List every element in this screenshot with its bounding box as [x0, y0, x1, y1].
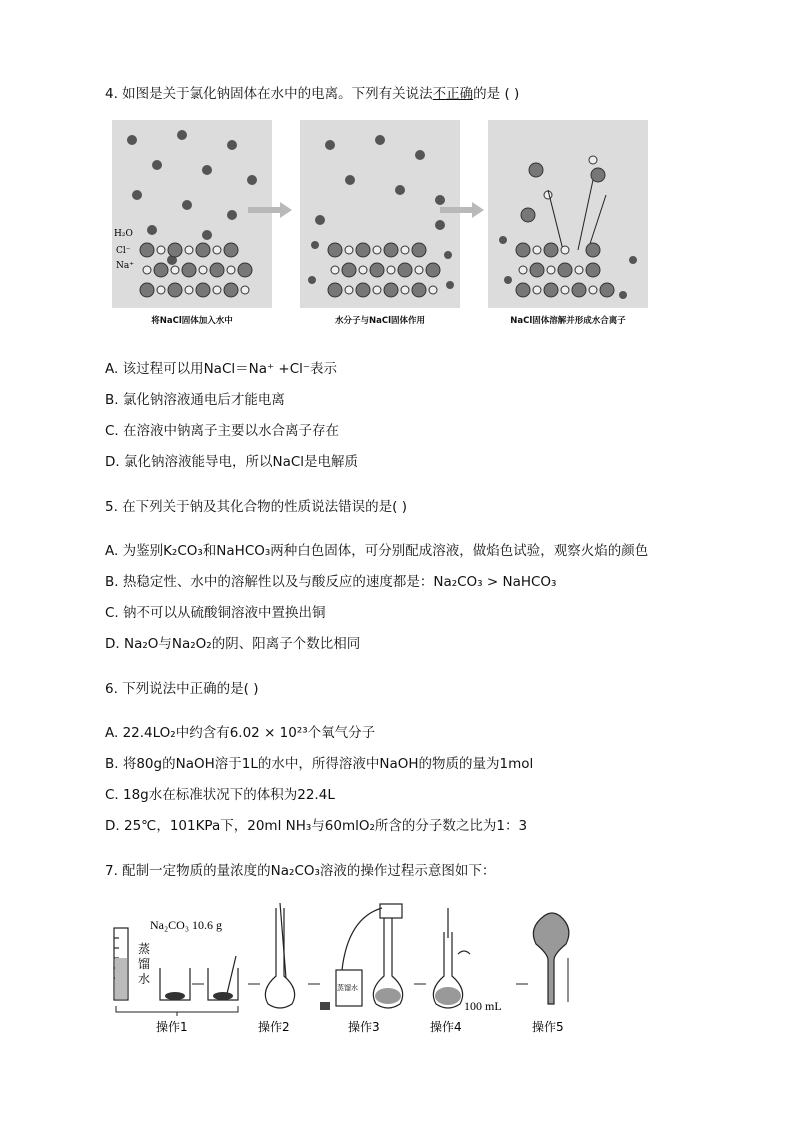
reagent-label: Na₂CO₃ 10.6 g	[150, 918, 223, 932]
q4-stem-prefix: 4. 如图是关于氯化钠固体在水中的电离。下列有关说法	[105, 86, 433, 102]
q4-option-b: B. 氯化钠溶液通电后才能电离	[105, 392, 285, 408]
question-5-stem: 5. 在下列关于钠及其化合物的性质说法错误的是( )	[105, 499, 407, 515]
q4-stem-suffix: 的是 ( )	[473, 86, 520, 102]
inverted-flask-5-icon	[533, 913, 569, 1004]
arrow-2-icon	[440, 202, 484, 218]
nacl-lattice	[140, 243, 252, 297]
q6-option-a: A. 22.4LO₂中约含有6.02 × 10²³个氧气分子	[105, 725, 376, 741]
solution-prep-figure	[108, 898, 578, 1038]
label-cl: Cl⁻	[116, 246, 131, 256]
bracket-step-1	[116, 1006, 238, 1016]
bottle-label: 蒸馏水	[337, 984, 358, 992]
arrow-1-icon	[248, 202, 292, 218]
panel-2-caption: 水分子与NaCl固体作用	[334, 316, 425, 326]
q5-option-c: C. 钠不可以从硫酸铜溶液中置换出铜	[105, 605, 326, 621]
q4-stem-underline: 不正确	[432, 86, 474, 102]
water-label-2: 馏	[138, 957, 151, 971]
panel-2-drawing	[300, 120, 460, 308]
q6-option-d: D. 25℃，101KPa下，20ml NH₃与60mlO₂所含的分子数之比为1：3	[105, 818, 528, 834]
q6-option-b: B. 将80g的NaOH溶于1L的水中，所得溶液中NaOH的物质的量为1mol	[105, 756, 534, 772]
flask-4-liquid	[435, 987, 461, 1005]
q4-option-d: D. 氯化钠溶液能导电，所以NaCl是电解质	[105, 454, 359, 470]
label-na: Na⁺	[116, 261, 134, 271]
flask-3-liquid	[375, 988, 401, 1004]
beaker-2-solid	[213, 992, 233, 1000]
q4-option-a: A. 该过程可以用NaCl＝Na⁺ +Cl⁻表示	[105, 361, 338, 377]
step-5-label: 操作5	[532, 1020, 564, 1034]
panel-3-caption: NaCl固体溶解并形成水合离子	[510, 316, 626, 326]
cylinder-liquid	[115, 958, 127, 999]
beaker-1-solid	[165, 992, 185, 1000]
flask-volume-label: 100 mL	[464, 999, 502, 1013]
question-6-stem: 6. 下列说法中正确的是( )	[105, 681, 259, 697]
q5-option-a: A. 为鉴别K₂CO₃和NaHCO₃两种白色固体，可分别配成溶液，做焰色试验，观察火焰的颜色	[105, 543, 649, 559]
step-1-label: 操作1	[156, 1020, 188, 1034]
q4-option-c: C. 在溶液中钠离子主要以水合离子存在	[105, 423, 340, 439]
q6-option-c: C. 18g水在标准状况下的体积为22.4L	[105, 787, 335, 803]
panel-3-drawing	[488, 120, 648, 308]
label-h2o: H₂O	[114, 229, 133, 239]
water-label-1: 蒸	[138, 942, 151, 956]
step-3-label: 操作3	[348, 1020, 380, 1034]
step-4-label: 操作4	[430, 1020, 462, 1034]
water-label-3: 水	[138, 972, 151, 986]
q5-option-d: D. Na₂O与Na₂O₂的阴、阳离子个数比相同	[105, 636, 361, 652]
panel-1-caption: 将NaCl固体加入水中	[151, 316, 233, 326]
volumetric-flask-2-icon	[265, 903, 294, 1008]
stopper-icon	[320, 1002, 330, 1010]
question-7-stem: 7. 配制一定物质的量浓度的Na₂CO₃溶液的操作过程示意图如下：	[105, 863, 496, 879]
panel-2	[300, 120, 460, 326]
question-4-stem	[105, 82, 519, 102]
q5-option-b: B. 热稳定性、水中的溶解性以及与酸反应的速度都是：Na₂CO₃ > NaHCO₃	[105, 574, 557, 590]
step-2-label: 操作2	[258, 1020, 290, 1034]
panel-3	[488, 120, 648, 326]
